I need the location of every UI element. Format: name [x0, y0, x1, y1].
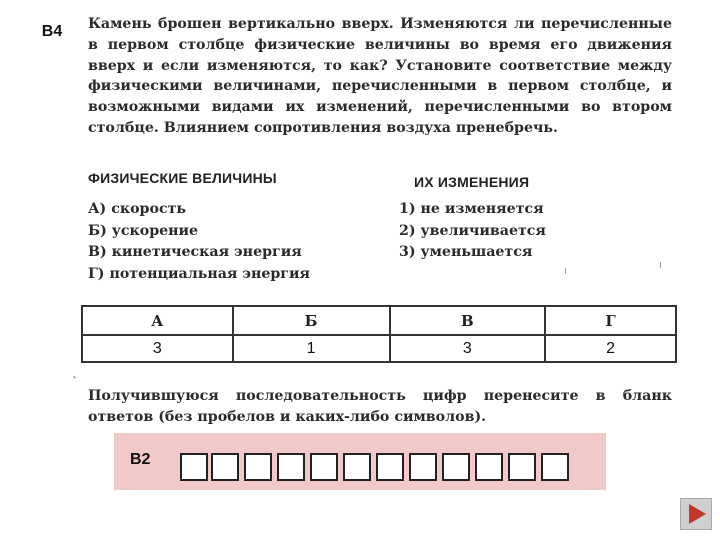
answer-table-letter: Б — [233, 306, 390, 335]
answer-table-letter: А — [82, 306, 233, 335]
answer-form-panel — [114, 433, 606, 490]
scan-mark — [565, 268, 566, 274]
answer-cells — [180, 453, 574, 481]
answer-cell[interactable] — [310, 453, 338, 481]
answer-cell[interactable] — [180, 453, 208, 481]
answer-cell[interactable] — [541, 453, 569, 481]
answer-cell[interactable] — [277, 453, 305, 481]
answer-table-digit: 1 — [233, 335, 390, 362]
quantity-item-a: А) скорость — [88, 201, 186, 217]
instruction-text: Получившуюся последовательность цифр перенесите в бланк ответов (без пробелов и каких-либо символов). — [88, 388, 672, 425]
answer-cell[interactable] — [475, 453, 503, 481]
task-statement: Камень брошен вертикально вверх. Изменяются ли перечисленные в первом столбце физические величины во время его движения вверх и если изменяются, то как? Установите соответствие между физическими величинами, перечисленными в первом столбце, и возможными видами их изменений, перечисленными во втором столбце. Влиянием сопротивления воздуха пренебречь. — [88, 16, 672, 136]
answer-table — [81, 305, 677, 363]
task-number-badge: В4 — [41, 23, 63, 40]
change-item-3: 3) уменьшается — [399, 244, 533, 260]
answer-cell[interactable] — [409, 453, 437, 481]
answer-cell[interactable] — [343, 453, 371, 481]
quantities-list — [88, 199, 310, 285]
quantity-item-g: Г) потенциальная энергия — [88, 265, 310, 282]
answer-table-digit: 2 — [545, 335, 676, 362]
answer-cell[interactable] — [211, 453, 239, 481]
answer-cell[interactable] — [376, 453, 404, 481]
play-arrow-icon — [681, 499, 711, 529]
scan-mark — [660, 262, 661, 268]
answer-table-digit: 3 — [390, 335, 546, 362]
answer-table-letter: В — [390, 306, 546, 335]
answer-table-letter: Г — [545, 306, 676, 335]
quantity-item-v: В) кинетическая энергия — [88, 244, 302, 260]
next-slide-button[interactable] — [680, 498, 712, 530]
answer-table-value-row — [82, 335, 676, 362]
changes-header: ИХ ИЗМЕНЕНИЯ — [414, 174, 530, 190]
stray-mark: ` — [72, 375, 78, 389]
answer-table-digit: 3 — [82, 335, 233, 362]
answer-table-header-row — [82, 306, 676, 335]
change-item-2: 2) увеличивается — [399, 222, 546, 239]
answer-cell[interactable] — [442, 453, 470, 481]
answer-cell[interactable] — [244, 453, 272, 481]
changes-list — [399, 199, 546, 264]
change-item-1: 1) не изменяется — [399, 201, 544, 217]
answer-form-label: В2 — [130, 451, 151, 468]
quantities-header: ФИЗИЧЕСКИЕ ВЕЛИЧИНЫ — [88, 170, 277, 186]
answer-cell[interactable] — [508, 453, 536, 481]
quantity-item-b: Б) ускорение — [88, 222, 199, 239]
